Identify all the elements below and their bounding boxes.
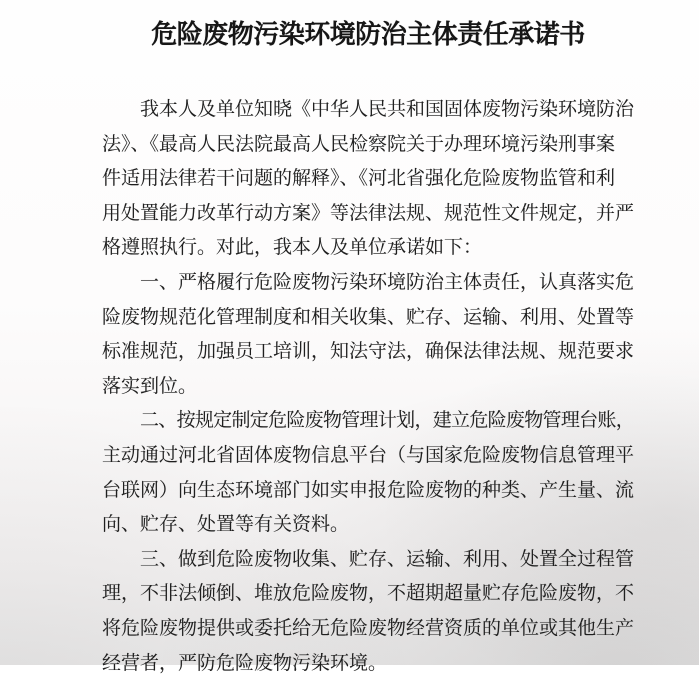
text-line: 法》、《最高人民法院最高人民检察院关于办理环境污染刑事案: [102, 128, 634, 163]
paragraph: [102, 93, 634, 266]
text-line: 经营者，严防危险废物污染环境。: [102, 647, 634, 681]
text-line: 台联网）向生态环境部门如实申报危险废物的种类、产生量、流: [102, 474, 634, 509]
text-line: 标准规范，加强员工培训，知法守法，确保法律法规、规范要求: [102, 335, 634, 370]
text-line: 一、严格履行危险废物污染环境防治主体责任，认真落实危: [102, 266, 634, 301]
text-line: 三、做到危险废物收集、贮存、运输、利用、处置全过程管: [102, 543, 634, 578]
text-line: 主动通过河北省固体废物信息平台（与国家危险废物信息管理平: [102, 439, 634, 474]
paragraph: [102, 404, 634, 542]
paragraph: [102, 266, 634, 404]
text-line: 我本人及单位知晓《中华人民共和国固体废物污染环境防治: [102, 93, 634, 128]
document-title: 危险废物污染环境防治主体责任承诺书: [102, 19, 634, 50]
text-line: 用处置能力改革行动方案》等法律法规、规范性文件规定，并严: [102, 197, 634, 232]
text-line: 件适用法律若干问题的解释》、《河北省强化危险废物监管和利: [102, 162, 634, 197]
text-line: 险废物规范化管理制度和相关收集、贮存、运输、利用、处置等: [102, 301, 634, 336]
text-line: 理，不非法倾倒、堆放危险废物，不超期超量贮存危险废物，不: [102, 577, 634, 612]
text-line: 格遵照执行。对此，我本人及单位承诺如下：: [102, 231, 634, 266]
text-line: 二、按规定制定危险废物管理计划，建立危险废物管理台账，: [102, 404, 634, 439]
document-body: [102, 93, 634, 681]
text-line: 落实到位。: [102, 370, 634, 405]
paragraph: [102, 543, 634, 681]
text-line: 向、贮存、处置等有关资料。: [102, 508, 634, 543]
text-line: 将危险废物提供或委托给无危险废物经营资质的单位或其他生产: [102, 612, 634, 647]
